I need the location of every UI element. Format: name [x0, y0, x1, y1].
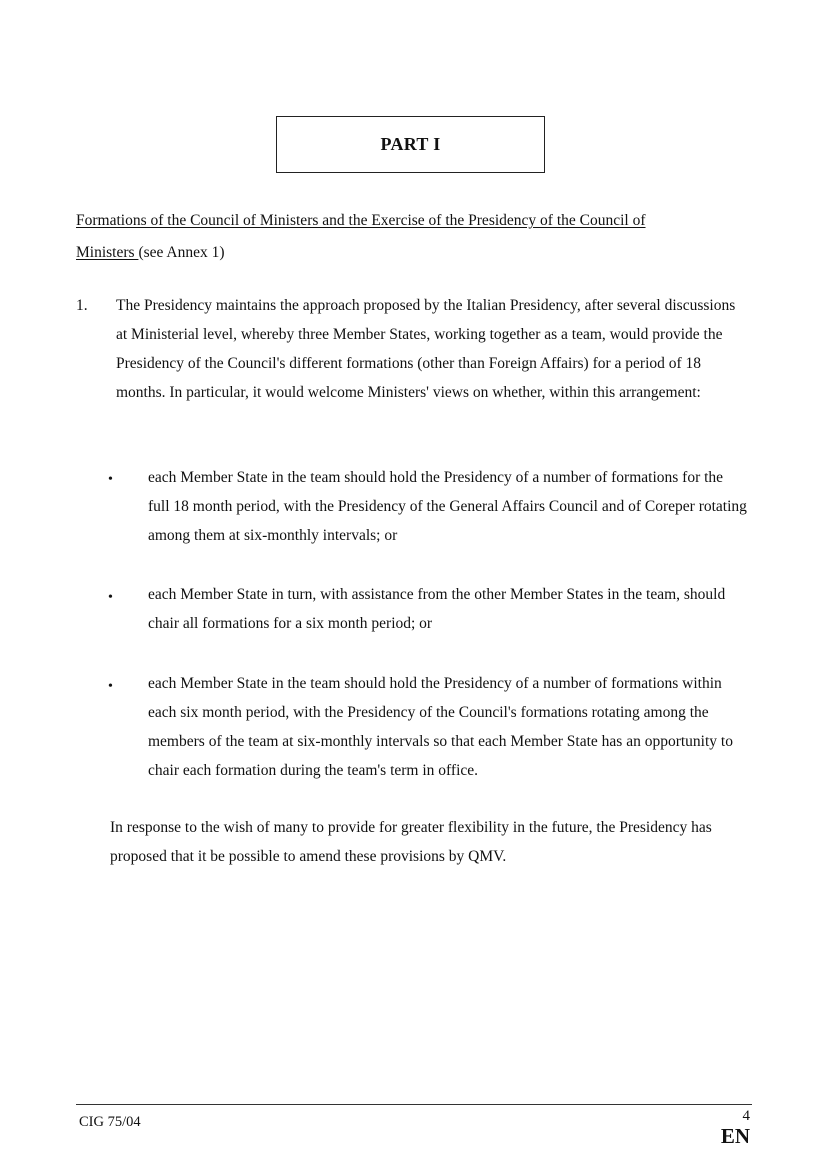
bullet-1-text: each Member State in the team should hold the Presidency of a number of formations for the full 18 month period, with the Presidency of the General Affairs Council and of Coreper rotating among them at six-monthly intervals; or: [148, 469, 747, 544]
footer-divider: [76, 1104, 752, 1105]
heading-suffix: (see Annex 1): [138, 244, 225, 261]
bullet-3-text: each Member State in the team should hold the Presidency of a number of formations within each six month period, with the Presidency of the Council's formations rotating among the members of the team at six-monthly intervals so that each Member State has an opportunity to chair each formation during the team's term in office.: [148, 675, 733, 779]
bullet-icon: •: [108, 679, 113, 694]
part-title: PART I: [380, 134, 441, 154]
document-reference: CIG 75/04: [79, 1114, 141, 1130]
heading-underlined-line2: Ministers: [76, 244, 139, 261]
page-number: 4: [742, 1108, 750, 1124]
closing-paragraph: In response to the wish of many to provide for greater flexibility in the future, the Presidency has proposed that it be possible to amend these provisions by QMV.: [110, 819, 712, 865]
heading-underlined-line1: Formations of the Council of Ministers and the Exercise of the Presidency of the Council of: [76, 212, 646, 229]
bullet-icon: •: [108, 590, 113, 605]
section-heading: [76, 205, 716, 269]
paragraph-1-text: The Presidency maintains the approach proposed by the Italian Presidency, after several discussions at Ministerial level, whereby three Member States, working together as a team, would provide the Presidency of the Council's different formations (other than Foreign Affairs) for a period of 18 months. In particular, it would welcome Ministers' views on whether, within this arrangement:: [116, 297, 736, 401]
bullet-2-text: each Member State in turn, with assistance from the other Member States in the team, should chair all formations for a six month period; or: [148, 586, 726, 632]
language-code: EN: [720, 1124, 750, 1148]
bullet-icon: •: [108, 472, 113, 487]
paragraph-number: 1.: [76, 297, 88, 314]
part-title-box: [276, 116, 545, 173]
